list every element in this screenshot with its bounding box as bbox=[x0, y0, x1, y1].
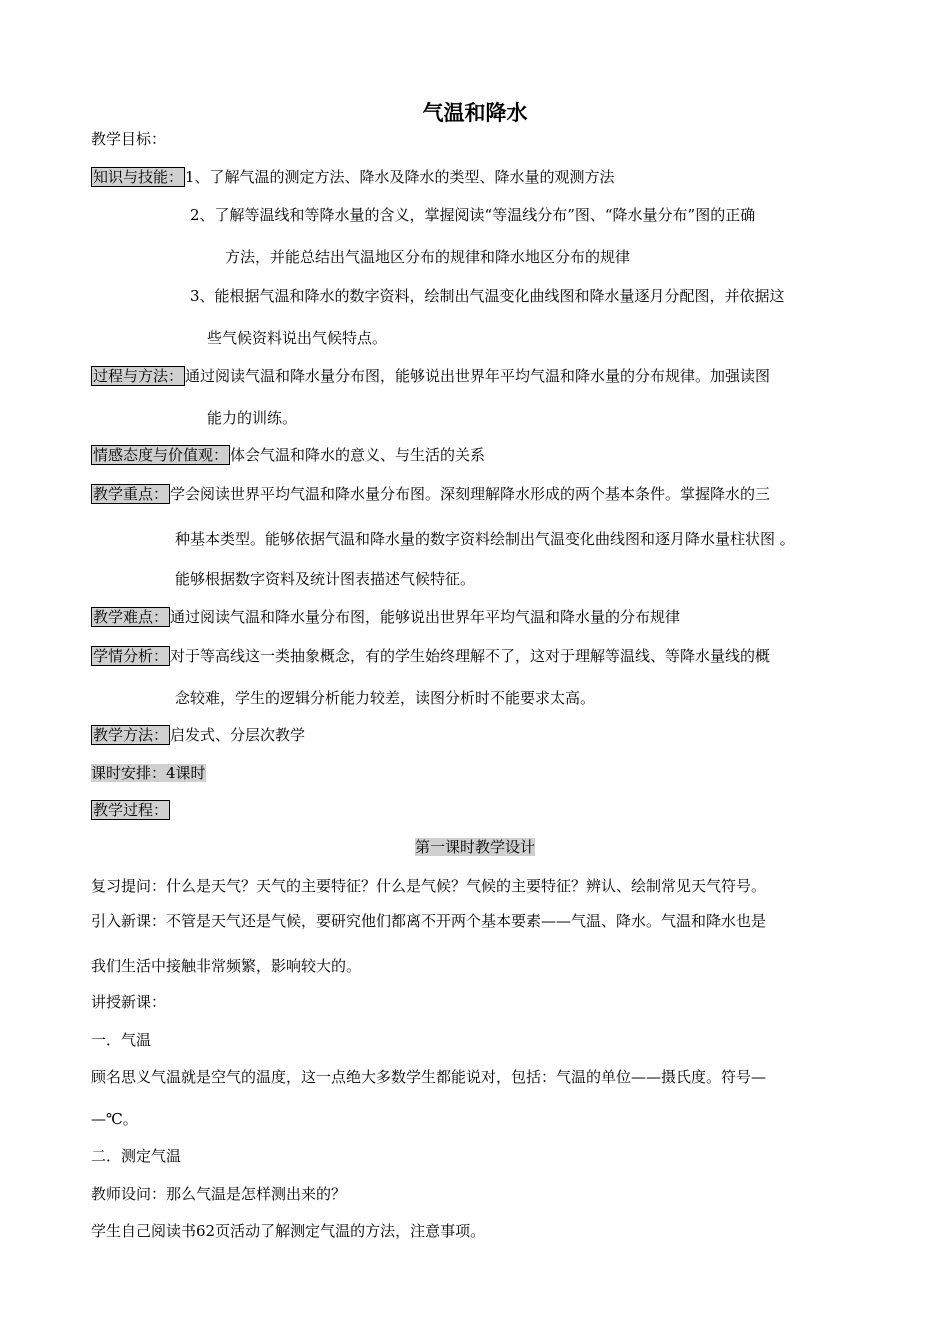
method-label: 教学方法： bbox=[93, 726, 169, 744]
student-analysis-row bbox=[91, 646, 770, 666]
review-question: 复习提问：什么是天气？天气的主要特征？什么是气候？气候的主要特征？辨认、绘制常见天气符号。 bbox=[91, 877, 767, 895]
student-analysis-label: 学情分析： bbox=[93, 647, 169, 665]
teach-heading: 讲授新课： bbox=[91, 993, 167, 1011]
method-row bbox=[91, 725, 305, 745]
student-analysis-text-1: 对于等高线这一类抽象概念，有的学生始终理解不了，这对于理解等温线、等降水量线的概 bbox=[170, 647, 771, 665]
process-label: 过程与方法： bbox=[93, 367, 184, 385]
knowledge-item-3-line-2: 些气候资料说出气候特点。 bbox=[207, 329, 388, 347]
knowledge-item-1: 1、了解气温的测定方法、降水及降水的类型、降水量的观测方法 bbox=[185, 168, 615, 186]
section-2-heading: 二．测定气温 bbox=[91, 1147, 182, 1165]
knowledge-item-2-line-2: 方法，并能总结出气温地区分布的规律和降水地区分布的规律 bbox=[225, 248, 631, 266]
key-points-text-2: 种基本类型。能够依据气温和降水量的数字资料绘制出气温变化曲线图和逐月降水量柱状图 。 bbox=[175, 530, 795, 548]
document-title: 气温和降水 bbox=[422, 101, 528, 125]
goals-heading: 教学目标： bbox=[91, 130, 167, 148]
key-points-text-1: 学会阅读世界平均气温和降水量分布图。深刻理解降水形成的两个基本条件。掌握降水的三 bbox=[170, 485, 771, 503]
method-text: 启发式、分层次教学 bbox=[170, 726, 306, 744]
key-points-row bbox=[91, 484, 770, 504]
key-points-label: 教学重点： bbox=[93, 485, 169, 503]
schedule-text: 课时安排：4课时 bbox=[91, 764, 206, 782]
knowledge-row bbox=[91, 167, 615, 187]
student-reading: 学生自己阅读书62页活动了解测定气温的方法，注意事项。 bbox=[91, 1222, 486, 1240]
emotion-label: 情感态度与价值观： bbox=[93, 446, 229, 464]
knowledge-item-2-line-1: 2、了解等温线和等降水量的含义，掌握阅读“等温线分布”图、“降水量分布”图的正确 bbox=[190, 206, 756, 224]
process-text-2: 能力的训练。 bbox=[207, 409, 298, 427]
process-heading-row bbox=[91, 800, 170, 820]
schedule-row bbox=[91, 763, 206, 783]
emotion-row bbox=[91, 445, 485, 465]
difficult-points-text: 通过阅读气温和降水量分布图，能够说出世界年平均气温和降水量的分布规律 bbox=[170, 608, 681, 626]
emotion-text: 体会气温和降水的意义、与生活的关系 bbox=[230, 446, 486, 464]
process-text-1: 通过阅读气温和降水量分布图，能够说出世界年平均气温和降水量的分布规律。加强读图 bbox=[185, 367, 771, 385]
section-1-heading: 一．气温 bbox=[91, 1031, 152, 1049]
teacher-question: 教师设问：那么气温是怎样测出来的？ bbox=[91, 1185, 347, 1203]
intro-line-1: 引入新课：不管是天气还是气候，要研究他们都离不开两个基本要素——气温、降水。气温和降水也是 bbox=[91, 912, 767, 930]
knowledge-item-3-line-1: 3、能根据气温和降水的数字资料，绘制出气温变化曲线图和降水量逐月分配图，并依据这 bbox=[190, 287, 785, 305]
student-analysis-text-2: 念较难，学生的逻辑分析能力较差，读图分析时不能要求太高。 bbox=[175, 689, 596, 707]
section-1-line-1: 顾名思义气温就是空气的温度，这一点绝大多数学生都能说对，包括：气温的单位——摄氏度。符号— bbox=[91, 1068, 767, 1086]
key-points-text-3: 能够根据数字资料及统计图表描述气候特征。 bbox=[175, 570, 476, 588]
process-heading: 教学过程： bbox=[93, 801, 169, 819]
process-row bbox=[91, 366, 770, 386]
difficult-points-row bbox=[91, 607, 680, 627]
lesson-title: 第一课时教学设计 bbox=[414, 838, 535, 856]
lesson-title-row bbox=[0, 837, 950, 857]
knowledge-label: 知识与技能： bbox=[93, 168, 184, 186]
section-1-line-2: —℃。 bbox=[91, 1110, 138, 1128]
difficult-points-label: 教学难点： bbox=[93, 608, 169, 626]
intro-line-2: 我们生活中接触非常频繁，影响较大的。 bbox=[91, 957, 362, 975]
